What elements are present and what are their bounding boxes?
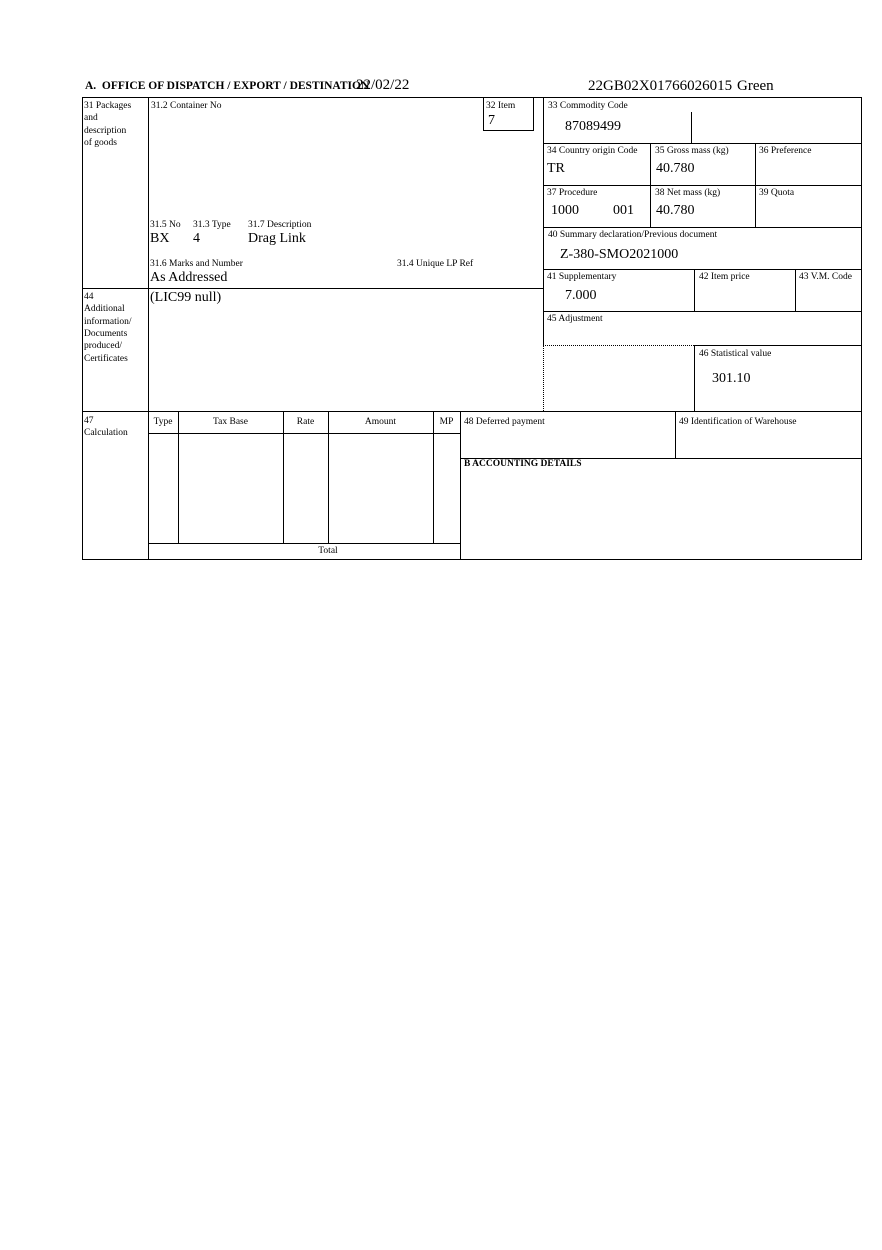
box32-left-border	[483, 97, 484, 131]
box31-3-type-label: 31.3 Type	[193, 220, 231, 230]
box33-bottom-border	[543, 143, 862, 144]
box42-43-divider	[795, 269, 796, 311]
box49-warehouse-label: 49 Identification of Warehouse	[679, 417, 797, 427]
center-divider-dotted	[543, 345, 544, 411]
calc-col-header-tax-base: Tax Base	[213, 417, 248, 427]
box33-commodity-code-label: 33 Commodity Code	[548, 101, 628, 111]
box32-item-value: 7	[488, 113, 495, 128]
box31-7-description-value: Drag Link	[248, 231, 306, 246]
calc-col-header-rate: Rate	[296, 417, 315, 427]
calc-header-bottom-border	[148, 433, 460, 434]
box32-right-border	[533, 97, 534, 131]
box31-4-unique-lp-ref-label: 31.4 Unique LP Ref	[397, 259, 474, 269]
box47-top-border	[82, 411, 862, 412]
box37-procedure-code2: 001	[613, 203, 634, 218]
routing-status: Green	[737, 78, 774, 94]
box31-3-type-value: 4	[193, 231, 200, 246]
box31-2-container-no-label: 31.2 Container No	[151, 101, 222, 111]
box48-49-divider	[675, 411, 676, 458]
box47-label: 47 Calculation	[84, 416, 128, 439]
label-column-divider	[148, 97, 149, 560]
box44-top-border	[82, 288, 544, 289]
box46-left-border	[694, 345, 695, 411]
calc-col-type-divider	[178, 411, 179, 543]
calc-table-right-border	[460, 411, 461, 560]
calc-total-row-top-border	[148, 543, 460, 544]
box44-label: 44 Additional information/ Documents produced/ Certificates	[84, 292, 132, 364]
box48-deferred-payment-label: 48 Deferred payment	[464, 417, 545, 427]
box40-summary-declaration-value: Z-380-SMO2021000	[560, 247, 679, 262]
box41-supplementary-label: 41 Supplementary	[547, 272, 617, 282]
box45-bottom-dotted-border	[543, 345, 694, 346]
box41-42-divider	[694, 269, 695, 311]
box41-row-bottom-border	[543, 311, 862, 312]
box40-bottom-border	[543, 269, 862, 270]
box32-item-label: 32 Item	[486, 101, 516, 111]
box31-6-marks-value: As Addressed	[150, 270, 228, 285]
box31-label: 31 Packages and description of goods	[84, 101, 132, 149]
box37-procedure-code: 1000	[551, 203, 579, 218]
box38-net-mass-label: 38 Net mass (kg)	[655, 188, 721, 198]
box37-row-bottom-border	[543, 227, 862, 228]
box31-7-description-label: 31.7 Description	[248, 220, 312, 230]
box34-country-origin-label: 34 Country origin Code	[547, 146, 638, 156]
calc-col-header-type: Type	[153, 417, 173, 427]
box37-procedure-label: 37 Procedure	[547, 188, 598, 198]
calc-col-header-amount: Amount	[364, 417, 397, 427]
box41-supplementary-value: 7.000	[565, 288, 597, 303]
box34-country-origin-value: TR	[547, 161, 565, 176]
box33-commodity-code-value: 87089499	[565, 119, 621, 134]
box46-statistical-value-label: 46 Statistical value	[699, 349, 772, 359]
center-divider	[543, 97, 544, 345]
dispatch-date: 22/02/22	[356, 77, 410, 93]
box46-top-border	[694, 345, 862, 346]
box38-net-mass-value: 40.780	[656, 203, 695, 218]
form-outer-bottom-border	[82, 559, 862, 560]
box40-summary-declaration-label: 40 Summary declaration/Previous document	[548, 230, 718, 240]
box36-preference-label: 36 Preference	[759, 146, 812, 156]
box44-value: (LIC99 null)	[150, 290, 222, 305]
box31-5-no-label: 31.5 No	[150, 220, 181, 230]
form-outer-top-border	[82, 97, 862, 98]
calc-col-taxbase-divider	[283, 411, 284, 543]
box32-bottom-border	[483, 130, 534, 131]
box46-statistical-value: 301.10	[712, 371, 751, 386]
calc-col-rate-divider	[328, 411, 329, 543]
calc-total-label: Total	[318, 546, 338, 556]
box35-gross-mass-value: 40.780	[656, 161, 695, 176]
box43-vm-code-label: 43 V.M. Code	[799, 272, 852, 282]
section-a-heading: A. OFFICE OF DISPATCH / EXPORT / DESTINATION	[85, 80, 370, 92]
calc-col-header-mp: MP	[439, 417, 454, 427]
box31-5-no-value: BX	[150, 231, 170, 246]
box33-inner-divider	[691, 112, 692, 143]
box31-6-marks-label: 31.6 Marks and Number	[150, 259, 243, 269]
section-b-accounting-heading: B ACCOUNTING DETAILS	[464, 459, 582, 469]
form-outer-right-border	[861, 97, 862, 560]
box39-quota-label: 39 Quota	[759, 188, 795, 198]
calc-col-amount-divider	[433, 411, 434, 543]
form-outer-left-border	[82, 97, 83, 560]
box35-gross-mass-label: 35 Gross mass (kg)	[655, 146, 729, 156]
box42-item-price-label: 42 Item price	[699, 272, 750, 282]
box34-row-bottom-border	[543, 185, 862, 186]
box45-adjustment-label: 45 Adjustment	[547, 314, 603, 324]
declaration-reference: 22GB02X01766026015	[588, 78, 733, 94]
